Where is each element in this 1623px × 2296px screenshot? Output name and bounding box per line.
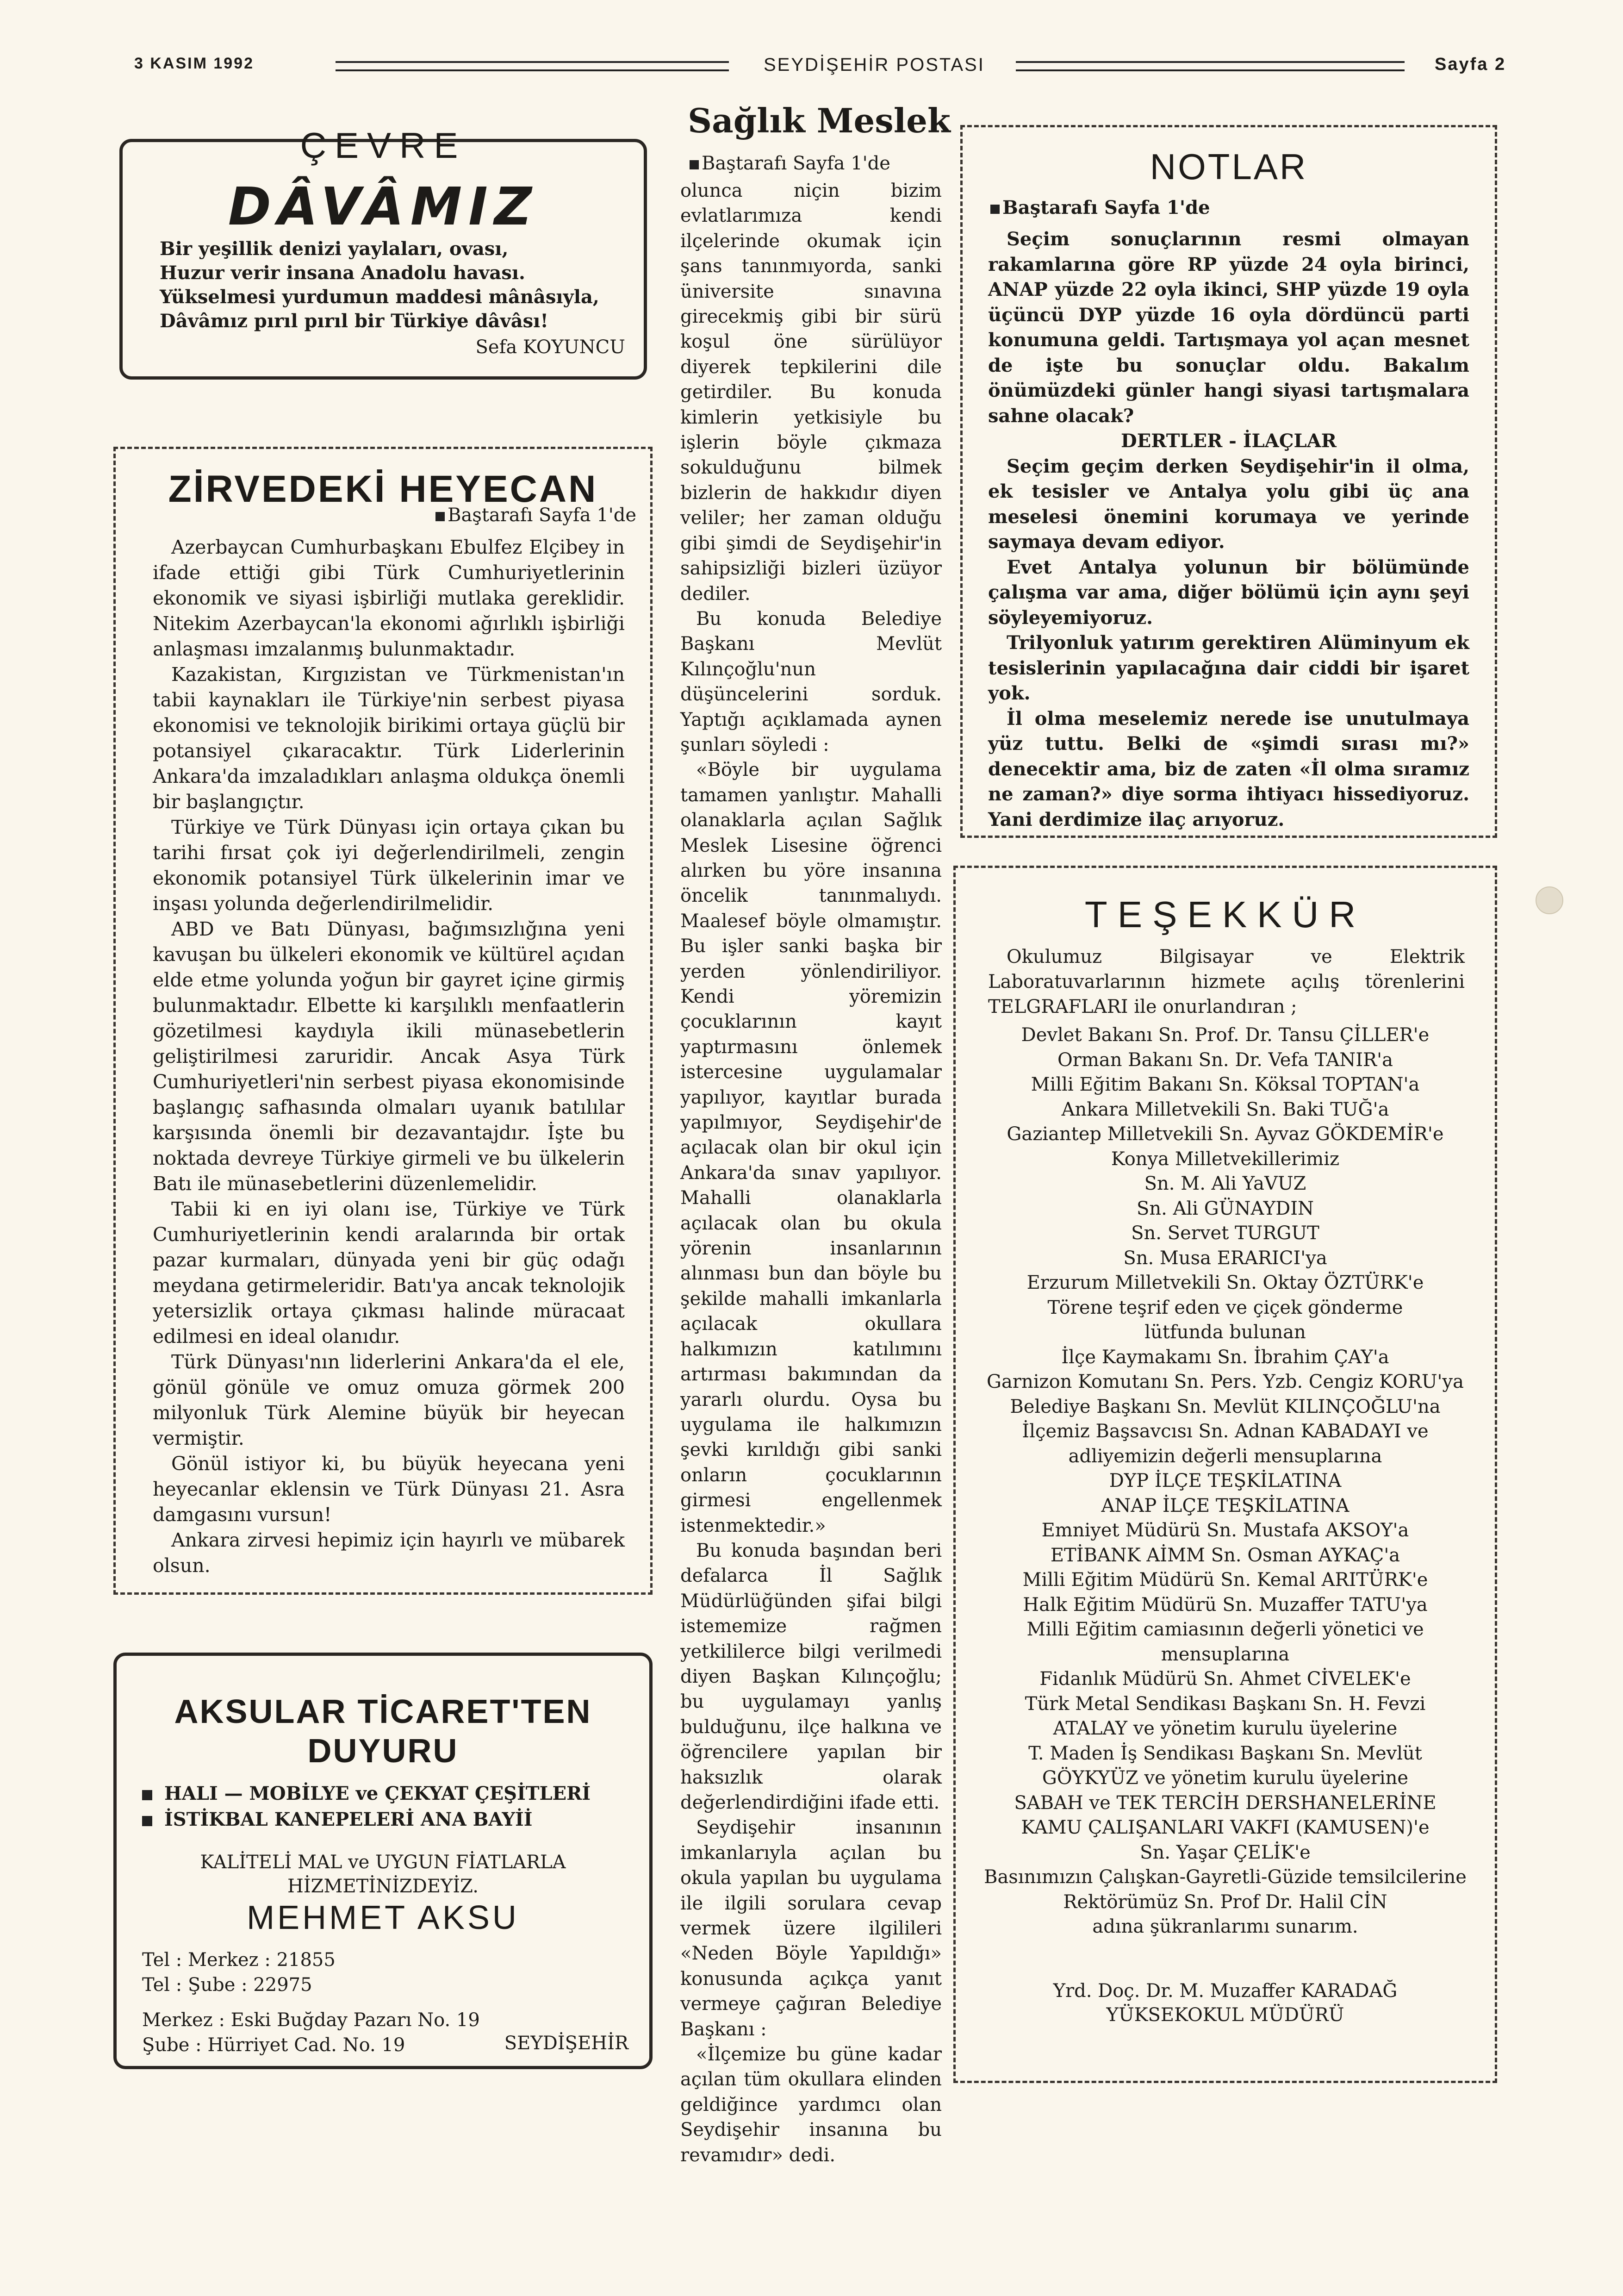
- aksular-address: Merkez : Eski Buğday Pazarı No. 19 Şube : Hürriyet Cad. No. 19: [142, 2009, 480, 2056]
- paragraph: Tabii ki en iyi olanı ise, Türkiye ve Türk Cumhuriyetlerinin kendi aralarında bir ortak pazar kurmaları, dünyada yeni bir güç odağı meydana getirmeleridir. Batı'ya ancak teknolojik yetersizlik ortaya çıkması halinde müracaat edilmesi en ideal olanıdır.: [153, 1198, 625, 1348]
- list-item: Türk Metal Sendikası Başkanı Sn. H. Fevzi: [1025, 1693, 1426, 1715]
- paragraph: ABD ve Batı Dünyası, bağımsızlığına yeni kavuşan bu ülkeleri ekonomik ve kültürel açıdan elde etme yolunda yoğun bir gayret içine girmiş bulunmaktadır. Elbette ki karşılıklı menfaatlerin gözetilmesi kaydıyla ikili münasebetlerin geliştirilmesi zaruridir. Ancak Asya Türk Cumhuriyetleri'nin serbest piyasa ekonomisinde başlangıç safhasında olmaları uyanık batılılar karşısında önemli bir dezavantajdır. İşte bu noktada devreye Türkiye girmeli ve bu ülkelerin Batı ile münasebetlerini düzenlemelidir.: [153, 918, 625, 1195]
- aksular-phones: Tel : Merkez : 21855 Tel : Şube : 22975: [142, 1949, 336, 1996]
- list-item: Gaziantep Milletvekili Sn. Ayvaz GÖKDEMİR'e: [1007, 1123, 1444, 1145]
- paragraph: Türkiye ve Türk Dünyası için ortaya çıkan bu tarihi fırsat çok iyi değerlendirilmeli, zengin ekonomik potansiyel Türk ülkelerinin imar ve inşası yolunda değerlendirilmelidir.: [153, 816, 625, 915]
- paragraph: olunca niçin bizim evlatlarımıza kendi ilçelerinde okumak için şans tanınmıyorda, sanki üniversite sınavına girecekmiş gibi bir sürü koşul öne sürülüyor diyerek tepkilerini dile getirdiler. Bu konuda kimlerin yetkisiyle bu işlerin böyle çıkmaza sokulduğunu bilmek bizlerin de hakkıdır diyen veliler; her zaman olduğu gibi şimdi de Seydişehir'in sahipsizliği bizleri üzüyor dediler.: [680, 180, 942, 605]
- poem-line: Huzur verir insana Anadolu havası.: [160, 262, 525, 284]
- zirve-article-box: [113, 447, 653, 1595]
- tesekkur-box: [953, 866, 1497, 2083]
- paragraph: «İlçemize bu güne kadar açılan tüm okullara elinden geldiğince yardımcı olan Seydişehir insanına bu revamıdır» dedi.: [680, 2044, 942, 2166]
- paragraph: Azerbaycan Cumhurbaşkanı Ebulfez Elçibey in ifade ettiği gibi Türk Cumhuriyetlerinin ekonomik ve siyasi işbirliği mutlaka gereklidir. Nitekim Azerbaycan'la ekonomi ağırlıklı işbirliği anlaşması imzalanmış bulunmaktadır.: [153, 536, 625, 660]
- notlar-subhead: DERTLER - İLAÇLAR: [1121, 430, 1337, 452]
- list-item: Erzurum Milletvekili Sn. Oktay ÖZTÜRK'e: [1026, 1272, 1424, 1293]
- header-rule-right: [1016, 61, 1405, 71]
- aksular-ad-box: [113, 1653, 653, 2069]
- list-item: Emniyet Müdürü Sn. Mustafa AKSOY'a: [1041, 1520, 1409, 1541]
- list-item: Sn. M. Ali YaVUZ: [1144, 1173, 1306, 1194]
- saglik-body: [680, 178, 942, 2168]
- aksular-slogan: KALİTELİ MAL ve UYGUN FİATLARLA HİZMETİNİZDEYİZ.: [200, 1852, 566, 1897]
- paragraph: Seydişehir insanının imkanlarıyla açılan bu okula yapılan bu uygulama ile ilgili sorulara cevap vermek üzere ilgilileri «Neden Böyle Yapıldığı» konusunda açıkça yanıt vermeye çağıran Belediye Başkanı :: [680, 1817, 942, 2040]
- bullet-square-icon: [142, 1790, 152, 1800]
- list-item: Sn. Servet TURGUT: [1131, 1223, 1319, 1244]
- paragraph: Bu konuda Belediye Başkanı Mevlüt Kılınçoğlu'nun düşüncelerini sorduk. Yaptığı açıklamada aynen şunları söyledi :: [680, 608, 942, 755]
- list-item: Ankara Milletvekili Sn. Baki TUĞ'a: [1061, 1098, 1389, 1120]
- list-item: Devlet Bakanı Sn. Prof. Dr. Tansu ÇİLLER'e: [1021, 1024, 1430, 1046]
- paragraph: Seçim sonuçlarının resmi olmayan rakamlarına göre RP yüzde 24 oyla birinci, ANAP yüzde 22 oyla ikinci, SHP yüzde 19 oyla üçüncü DYP yüzde 16 oyla dördüncü parti konumuna geldi. Tartışmaya yol açan mesnet de işte bu sonuçlar oldu. Bakalım önümüzdeki günler hangi siyasi tartışmalara sahne olacak?: [988, 228, 1469, 427]
- poem-line: Yükselmesi yurdumun maddesi mânâsıyla,: [160, 286, 599, 308]
- notlar-continued: Baştarafı Sayfa 1'de: [990, 197, 1210, 218]
- zirve-continued: Baştarafı Sayfa 1'de: [435, 505, 636, 526]
- paragraph: Türk Dünyası'nın liderlerini Ankara'da el ele, gönül gönüle ve omuz omuza görmek 200 milyonluk Türk Alemine büyük bir heyecan vermiştir.: [153, 1351, 625, 1449]
- cevre-author: Sefa KOYUNCU: [475, 337, 625, 358]
- aksular-title-2: DUYURU: [307, 1733, 459, 1770]
- paragraph: Evet Antalya yolunun bir bölümünde çalışma var ama, diğer bölümü için aynı şeyi söyleyemiyoruz.: [988, 556, 1469, 629]
- list-item: Sn. Musa ERARICI'ya: [1123, 1247, 1327, 1269]
- list-item: İlçe Kaymakamı Sn. İbrahim ÇAY'a: [1061, 1346, 1389, 1368]
- list-item: T. Maden İş Sendikası Başkanı Sn. Mevlüt: [1028, 1742, 1422, 1764]
- notlar-title: NOTLAR: [1150, 146, 1308, 187]
- tesekkur-intro: Okulumuz Bilgisayar ve Elektrik Laboratuvarlarının hizmete açılış törenlerini TELGRAFLARI ile onurlandıran ;: [988, 946, 1465, 1017]
- saglik-continued: Baştarafı Sayfa 1'de: [690, 153, 890, 174]
- list-item: İSTİKBAL KANEPELERİ ANA BAYİİ: [142, 1807, 591, 1833]
- list-item: Sn. Ali GÜNAYDIN: [1137, 1198, 1314, 1219]
- paragraph: Ankara zirvesi hepimiz için hayırlı ve mübarek olsun.: [153, 1529, 625, 1577]
- list-item: Basınımızın Çalışkan-Gayretli-Güzide temsilcilerine: [984, 1866, 1467, 1888]
- list-item: Belediye Başkanı Sn. Mevlüt KILINÇOĞLU'na: [1010, 1396, 1441, 1417]
- list-item: ETİBANK AİMM Sn. Osman AYKAÇ'a: [1050, 1544, 1400, 1566]
- paragraph: İl olma meselemiz nerede ise unutulmaya yüz tuttu. Belki de «şimdi sırası mı?» denecektir ama, biz de zaten «İl olma sıramız ne zaman?» diye sorma ihtiyacı hissediyoruz. Yani derdimize ilaç arıyoruz.: [988, 707, 1469, 830]
- list-item: ANAP İLÇE TEŞKİLATINA: [1101, 1495, 1349, 1516]
- poem-line: Dâvâmız pırıl pırıl bir Türkiye dâvâsı!: [160, 310, 548, 332]
- list-item: İlçemiz Başsavcısı Sn. Adnan KABADAYI ve: [1022, 1421, 1429, 1442]
- paragraph: Bu konuda başından beri defalarca İl Sağlık Müdürlüğünden şifai bilgi istememize rağmen yetkililerce bilgi verilmedi diyen Başkan Kılınçoğlu; bu uygulamayı yanlış bulduğunu, ilçe halkına ve öğrencilere yapılan bir haksızlık olarak değerlendirdiğini ifade etti.: [680, 1540, 942, 1813]
- list-item: lütfunda bulunan: [1144, 1322, 1306, 1343]
- cevre-kicker: ÇEVRE: [300, 125, 466, 166]
- list-item: Törene teşrif eden ve çiçek gönderme: [1047, 1297, 1403, 1318]
- list-item: Milli Eğitim Müdürü Sn. Kemal ARITÜRK'e: [1022, 1569, 1428, 1591]
- notlar-body: [988, 227, 1469, 832]
- paragraph: Trilyonluk yatırım gerektiren Alüminyum ek tesislerinin yapılacağına dair ciddi bir işaret yok.: [988, 632, 1469, 704]
- list-item: DYP İLÇE TEŞKİLATINA: [1109, 1470, 1342, 1491]
- zirve-body: [153, 535, 625, 1578]
- paragraph: «Böyle bir uygulama tamamen yanlıştır. Mahalli olanaklarla açılan Sağlık Meslek Lisesine öğrenci alırken bu yöre insanına öncelik tanınmalıydı. Maalesef böyle olmamıştır. Bu işler sanki başka bir yerden yönlendiriliyor. Kendi yöremizin çocuklarının kayıt yaptırmasını önlemek istercesine uygulamalar yapılıyor, kayıtlar burada yapılmıyor, Seydişehir'de açılacak olan bir okul için Ankara'da sınav yapılıyor. Mahalli olanaklarla açılacak olan bu okula yörenin insanlarının alınması bun dan böyle bu şekilde mahalli imkanlarla açılacak okullara halkımızın katılımını artırması bakımından da yararlı olurdu. Oysa bu uygulama ile halkımızın şevki kırıldığı gibi sanki onların çocuklarının girmesi engellenmek istenmektedir.»: [680, 759, 942, 1536]
- header-rule-left: [336, 61, 729, 71]
- list-item: KAMU ÇALIŞANLARI VAKFI (KAMUSEN)'e: [1021, 1817, 1430, 1838]
- cevre-poem-box: [119, 125, 647, 380]
- list-item: SABAH ve TEK TERCİH DERSHANELERİNE: [1014, 1792, 1436, 1814]
- aksular-bullets: [142, 1781, 591, 1833]
- bullet-square-icon: [435, 512, 445, 521]
- list-item: Fidanlık Müdürü Sn. Ahmet CİVELEK'e: [1039, 1668, 1411, 1690]
- bullet-square-icon: [142, 1816, 152, 1826]
- tesekkur-list: [965, 1023, 1486, 1940]
- aksular-owner: MEHMET AKSU: [247, 1899, 519, 1936]
- bullet-square-icon: [990, 205, 1000, 214]
- bullet-square-icon: [690, 160, 699, 169]
- punch-hole: [1536, 886, 1563, 914]
- tesekkur-title: TEŞEKKÜR: [1084, 894, 1366, 935]
- poem-line: Bir yeşillik denizi yaylaları, ovası,: [160, 238, 509, 260]
- list-item: Milli Eğitim Bakanı Sn. Köksal TOPTAN'a: [1031, 1074, 1420, 1095]
- saglik-title: Sağlık Meslek: [688, 101, 951, 140]
- paragraph: Seçim geçim derken Seydişehir'in il olma, ek tesisler ve Antalya yolu gibi üç ana meselesi önemini korumaya ve yerinde saymaya devam ediyor.: [988, 455, 1469, 553]
- cevre-title: DÂVÂMIZ: [228, 177, 539, 237]
- list-item: Rektörümüz Sn. Prof Dr. Halil CİN: [1063, 1891, 1387, 1913]
- list-item: GÖYKYÜZ ve yönetim kurulu üyelerine: [1042, 1767, 1409, 1789]
- list-item: ATALAY ve yönetim kurulu üyelerine: [1053, 1718, 1398, 1739]
- list-item: Konya Milletvekillerimiz: [1111, 1148, 1340, 1170]
- newspaper-name: SEYDİŞEHİR POSTASI: [764, 55, 985, 75]
- page-number: Sayfa 2: [1435, 55, 1506, 74]
- list-item: HALI — MOBİLYE ve ÇEKYAT ÇEŞİTLERİ: [142, 1781, 591, 1807]
- aksular-city: SEYDİŞEHİR: [504, 2033, 628, 2054]
- list-item: adına şükranlarımı sunarım.: [1092, 1916, 1358, 1937]
- list-item: Halk Eğitim Müdürü Sn. Muzaffer TATU'ya: [1023, 1594, 1428, 1616]
- list-item: Orman Bakanı Sn. Dr. Vefa TANIR'a: [1057, 1049, 1393, 1071]
- list-item: Milli Eğitim camiasının değerli yönetici ve: [1026, 1619, 1424, 1640]
- issue-date: 3 KASIM 1992: [134, 55, 254, 72]
- aksular-title-1: AKSULAR TİCARET'TEN: [174, 1693, 592, 1730]
- paragraph: Kazakistan, Kırgızistan ve Türkmenistan'ın tabii kaynakları ile Türkiye'nin serbest piyasa ekonomisi ve teknolojik birikimi ortaya güçlü bir potansiyel çıkaracaktır. Türk Liderlerinin Ankara'da imzaladıkları anlaşma oldukça önemli bir başlangıçtır.: [153, 663, 625, 813]
- cevre-poem: [160, 237, 632, 333]
- paragraph: Gönül istiyor ki, bu büyük heyecana yeni heyecanlar eklensin ve Türk Dünyası 21. Asra damgasını vursun!: [153, 1453, 625, 1526]
- tesekkur-signature: Yrd. Doç. Dr. M. Muzaffer KARADAĞ YÜKSEKOKUL MÜDÜRÜ: [1053, 1980, 1398, 2026]
- list-item: Sn. Yaşar ÇELİK'e: [1140, 1841, 1311, 1863]
- zirve-title: ZİRVEDEKİ HEYECAN: [168, 468, 598, 510]
- notlar-box: [960, 125, 1497, 838]
- list-item: Garnizon Komutanı Sn. Pers. Yzb. Cengiz KORU'ya: [987, 1371, 1464, 1392]
- list-item: mensuplarına: [1161, 1643, 1290, 1665]
- list-item: adliyemizin değerli mensuplarına: [1068, 1445, 1382, 1467]
